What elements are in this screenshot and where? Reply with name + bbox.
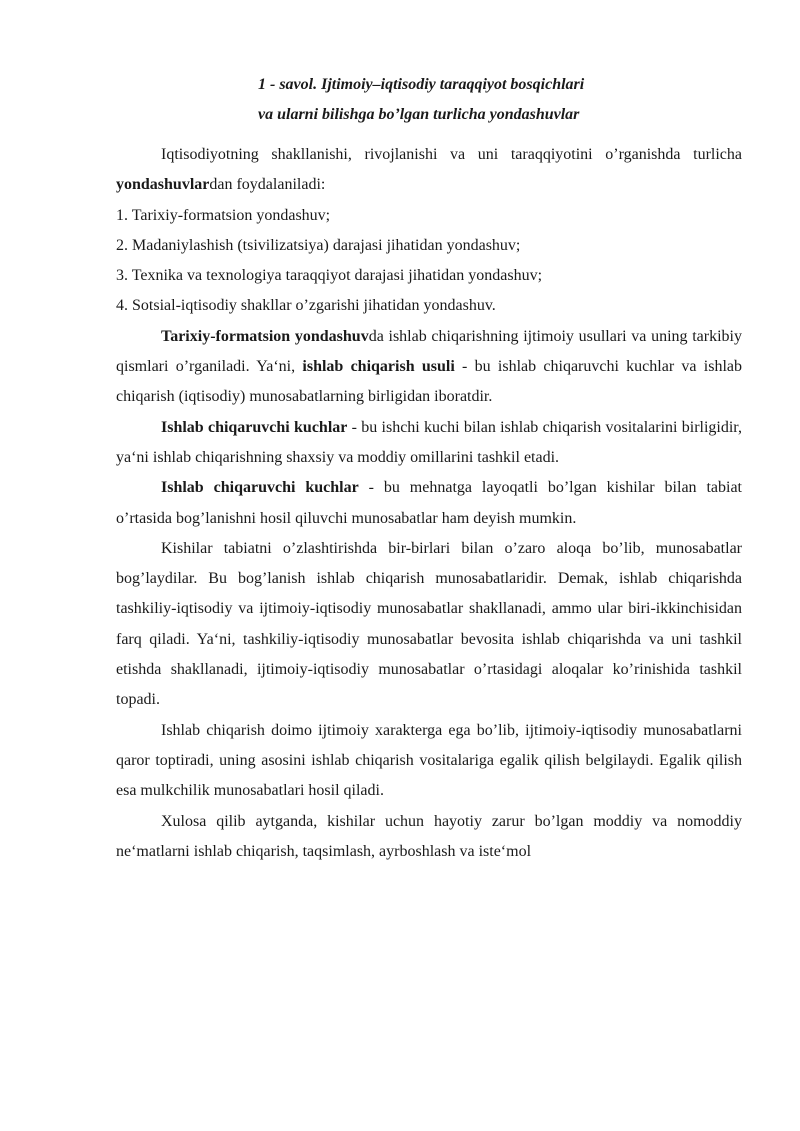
- intro-paragraph: [116, 140, 742, 201]
- list-item: 4. Sotsial-iqtisodiy shakllar o’zgarishi jihatidan yondashuv.: [116, 297, 496, 315]
- paragraph-ownership: Ishlab chiqarish doimo ijtimoiy xarakterga ega bo’lib, ijtimoiy-iqtisodiy munosabatlarni qaror toptiradi, uning asosini ishlab chiqarish vositalariga egalik qilish belgilaydi. Egalik qilish esa mulkchilik munosabatlari hosil qiladi.: [116, 721, 742, 800]
- list-item: 1. Tarixiy-formatsion yondashuv;: [116, 206, 331, 224]
- paragraph-text: - bu ishchi kuchi bilan ishlab chiqarish vositalarini birligidir, ya‘ni ishlab chiqarishning shaxsiy va moddiy omillarini tashkil etadi.: [116, 418, 742, 466]
- intro-text-end: dan foydalaniladi:: [209, 176, 326, 194]
- bold-term: Tarixiy-formatsion yondashuv: [161, 327, 369, 345]
- intro-bold-term: yondashuvlar: [116, 176, 210, 194]
- paragraph-formation-approach: [116, 322, 742, 413]
- paragraph-relations: Kishilar tabiatni o’zlashtirishda bir-birlari bilan o’zaro aloqa bo’lib, munosabatlar bog’laydilar. Bu bog’lanish ishlab chiqarish munosabatlaridir. Demak, ishlab chiqarishda tashkiliy-iqtisodiy va ijtimoiy-iqtisodiy munosabatlar shakllanadi, ammo ular biri-ikkinchisidan farq qiladi. Ya‘ni, tashkiliy-iqtisodiy munosabatlar bevosita ishlab chiqarishda va uni tashkil etishda shakllanadi, ijtimoiy-iqtisodiy munosabatlar o’rtasidagi aloqalar ko’rinishida tashkil topadi.: [116, 539, 742, 709]
- page-title-line-1: 1 - savol. Ijtimoiy–iqtisodiy taraqqiyot bosqichlari: [258, 76, 585, 93]
- paragraph-productive-forces-2: [116, 473, 742, 534]
- list-item: 3. Texnika va texnologiya taraqqiyot darajasi jihatidan yondashuv;: [116, 267, 543, 285]
- paragraph-conclusion: Xulosa qilib aytganda, kishilar uchun hayotiy zarur bo’lgan moddiy va nomoddiy ne‘matlarni ishlab chiqarish, taqsimlash, ayrboshlash va iste‘mol: [116, 812, 742, 860]
- intro-text: Iqtisodiyotning shakllanishi, rivojlanishi va uni taraqqiyotini o’rganishda turlicha: [161, 146, 742, 163]
- list-item: 2. Madaniylashish (tsivilizatsiya) darajasi jihatidan yondashuv;: [116, 236, 521, 254]
- paragraph-productive-forces: [116, 413, 742, 474]
- page-title-line-2: va ularni bilishga bo’lgan turlicha yondashuvlar: [258, 106, 580, 123]
- bold-term: Ishlab chiqaruvchi kuchlar: [161, 418, 348, 436]
- paragraph-text: da ishlab chiqarishning ijtimoiy usullari va uning tarkibiy qismlari o’rganiladi. Ya‘ni,: [116, 327, 743, 376]
- document-body: [116, 140, 742, 867]
- bold-term: Ishlab chiqaruvchi kuchlar: [161, 479, 359, 497]
- bold-term: ishlab chiqarish usuli: [302, 358, 455, 376]
- paragraph-text: - bu ishlab chiqaruvchi kuchlar va ishlab chiqarish (iqtisodiy) munosabatlarning birligidan iboratdir.: [116, 358, 743, 406]
- paragraph-text: - bu mehnatga layoqatli bo’lgan kishilar bilan tabiat o’rtasida bog’lanishni hosil qiluvchi munosabatlar ham deyish mumkin.: [116, 479, 743, 527]
